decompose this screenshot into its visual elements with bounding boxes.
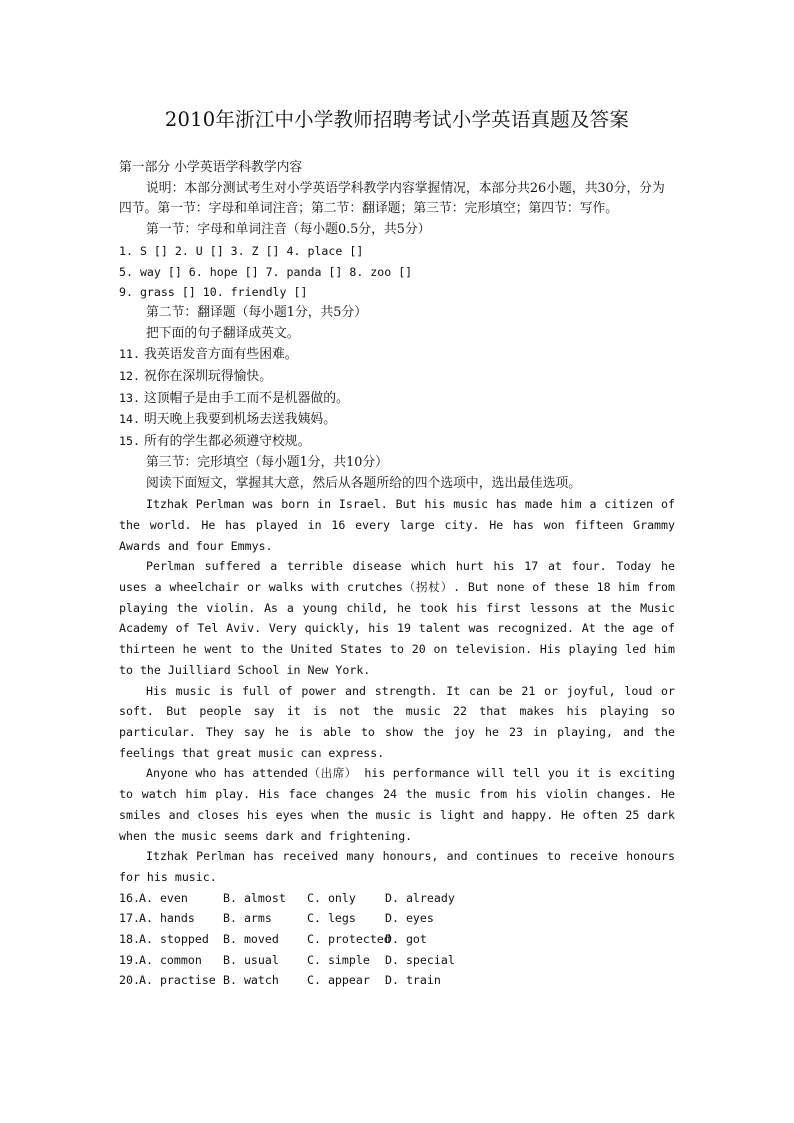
question-options: 17.A. hands B. arms C. legs D. eyes xyxy=(119,911,434,926)
passage-paragraph: Itzhak Perlman has received many honours, and continues to receive honours for his music. xyxy=(119,849,675,884)
question-options: 18.A. stopped B. moved C. protectedD. got xyxy=(119,932,427,947)
phonetic-line: 9. grass [] 10. friendly [] xyxy=(119,285,308,300)
passage-paragraph: Itzhak Perlman was born in Israel. But his music has made him a citizen of the world. He has played in 16 every large city. He has won fifteen Grammy Awards and four Emmys. xyxy=(119,497,675,553)
passage-paragraph: His music is full of power and strength. It can be 21 or joyful, loud or soft. But people say it is not the music 22 that makes his playing so particular. They say he is able to show the joy he 23 in playing, and the feelings that great music can express. xyxy=(119,683,675,760)
question-options: 16.A. even B. almost C. only D. already xyxy=(119,890,455,905)
translation-item: 15. 所有的学生都必须遵守校规。 xyxy=(119,434,311,450)
translation-item: 14. 明天晚上我要到机场去送我姨妈。 xyxy=(119,412,336,428)
question-options: 19.A. common B. usual C. simple D. special xyxy=(119,952,455,967)
section2-heading: 第二节：翻译题（每小题1分，共5分） xyxy=(146,304,368,320)
translation-item: 11. 我英语发音方面有些困难。 xyxy=(119,347,298,363)
section3-instruction: 阅读下面短文，掌握其大意，然后从各题所给的四个选项中，选出最佳选项。 xyxy=(146,475,582,491)
part1-intro: 说明：本部分测试考生对小学英语学科教学内容掌握情况，本部分共26小题，共30分，分为四节。第一节：字母和单词注音；第二节：翻译题；第三节：完形填空；第四节：写作。 xyxy=(119,180,665,217)
section2-instruction: 把下面的句子翻译成英文。 xyxy=(146,325,300,341)
question-options: 20.A. practise B. watch C. appear D. train xyxy=(119,973,441,988)
passage-paragraph: Anyone who has attended（出席） his performance will tell you it is exciting to watch him play. His face changes 24 the music from his violin changes. He smiles and closes his eyes when the music is light and happy. He often 25 dark when the music seems dark and frightening. xyxy=(119,766,675,843)
section1-heading: 第一节：字母和单词注音（每小题0.5分，共5分） xyxy=(146,222,431,238)
phonetic-line: 1. S [] 2. U [] 3. Z [] 4. place [] xyxy=(119,243,364,258)
translation-item: 12. 祝你在深圳玩得愉快。 xyxy=(119,369,272,385)
document-title: 2010年浙江中小学教师招聘考试小学英语真题及答案 xyxy=(164,108,630,131)
section3-heading: 第三节：完形填空（每小题1分，共10分） xyxy=(146,454,388,470)
translation-item: 13. 这顶帽子是由手工而不是机器做的。 xyxy=(119,390,349,406)
phonetic-line: 5. way [] 6. hope [] 7. panda [] 8. zoo [] xyxy=(119,264,413,279)
passage-paragraph: Perlman suffered a terrible disease which hurt his 17 at four. Today he uses a wheelchair or walks with crutches（拐杖）. But none of these 18 him from playing the violin. As a young child, he took his first lessons at the Music Academy of Tel Aviv. Very quickly, his 19 talent was recognized. At the age of thirteen he went to the United States to 20 on television. His playing led him to the Juilliard School in New York. xyxy=(119,559,675,677)
part1-heading: 第一部分 小学英语学科教学内容 xyxy=(119,160,303,175)
document-body xyxy=(119,158,675,991)
